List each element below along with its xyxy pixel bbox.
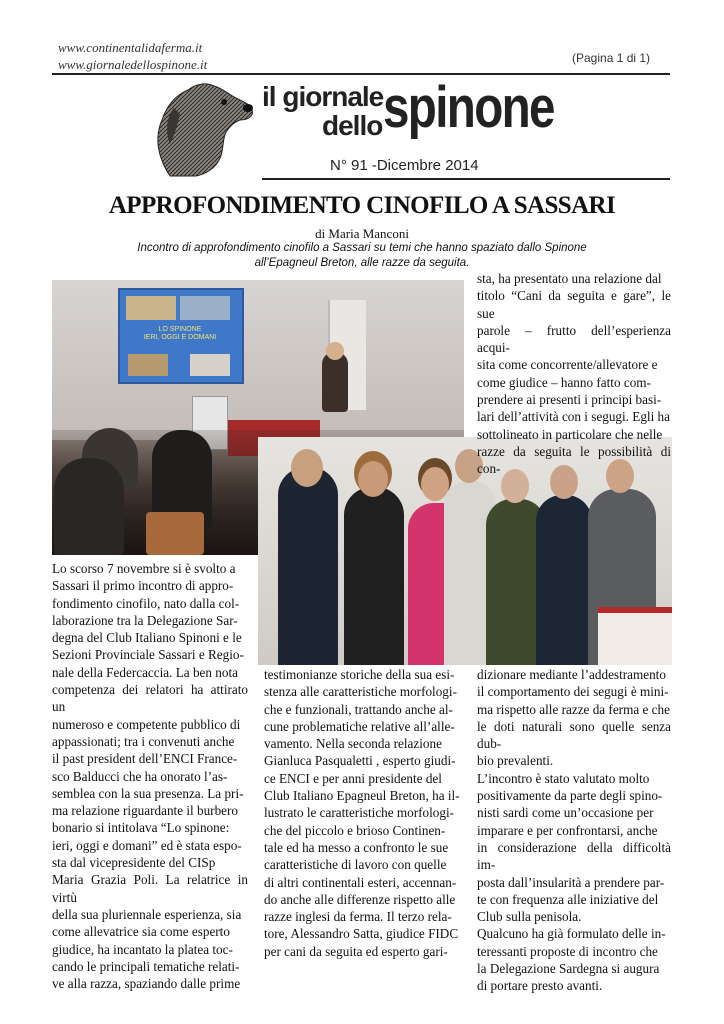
article-subtitle-line-1: Incontro di approfondimento cinofilo a Sassari su temi che hanno spaziato dallo Spinone	[137, 242, 587, 254]
text-line: bonario si intitolava “Lo spinone:	[52, 820, 230, 836]
text-line: lustrato le caratteristiche morfologi-	[264, 805, 455, 821]
text-line: giudice, ha incantato la platea toc-	[52, 941, 233, 957]
text-line: che e funzionali, trattando anche al-	[264, 701, 453, 717]
text-line: ma relazione riguardante il burbero	[52, 803, 239, 819]
text-line: di portare presto avanti.	[477, 978, 603, 994]
text-line: posta dall’insularità a prendere par-	[477, 874, 665, 890]
website-url-2[interactable]: www.giornaledellospinone.it	[58, 57, 208, 72]
text-line: appassionati; tra i convenuti anche	[52, 733, 235, 749]
article-title: APPROFONDIMENTO CINOFILO A SASSARI	[108, 192, 616, 219]
text-line: laborazione tra la Delegazione Sar-	[52, 612, 238, 628]
text-line: ce ENCI e per anni presidente del	[264, 770, 442, 786]
slide-text: LO SPINONE IERI, OGGI E DOMANI	[143, 326, 217, 341]
text-line: cune problematiche relative all’alle-	[264, 718, 455, 734]
brand-title: spinone	[383, 75, 554, 140]
text-line: dizionare mediante l’addestramento	[477, 667, 666, 682]
text-line: Qualcuno ha già formulato delle in-	[477, 926, 666, 942]
text-line: razze da seguita le possibilità di con-	[477, 443, 671, 477]
text-line: stenza alle caratteristiche morfologi-	[264, 684, 457, 700]
text-line: cando le principali tematiche relati-	[52, 958, 240, 974]
text-line: di altri continentali esteri, accennan-	[264, 874, 457, 890]
text-line: tore, Alessandro Satta, giudice FIDC	[264, 926, 459, 942]
text-line: Maria Grazia Poli. La relatrice in virtù	[52, 872, 248, 905]
text-line: sottolineato in particolare che nelle	[477, 426, 663, 442]
text-line: parole – frutto dell’esperienza acqui-	[477, 322, 671, 356]
text-line: teressanti proposte di incontro che	[477, 943, 658, 959]
text-line: te con frequenza alle iniziative del	[477, 891, 659, 907]
text-line: numeroso e competente pubblico di	[52, 716, 241, 732]
text-line: come giudice – hanno fatto com-	[477, 374, 651, 390]
brand-line-1: il giornale	[262, 81, 384, 112]
text-line: in considerazione della difficoltà im-	[477, 839, 671, 873]
text-line: nisti sardi come un’occasione per	[477, 805, 654, 821]
projected-slide	[118, 288, 244, 384]
issue-number: N° 91 -Dicembre 2014	[330, 157, 479, 174]
text-line: le doti naturali sono quelle senza dub-	[477, 718, 671, 752]
spinone-dog-icon	[140, 78, 255, 178]
text-line: razze inglesi da ferma. Il terzo rela-	[264, 909, 452, 925]
text-line: fondimento cinofilo, nato dalla col-	[52, 595, 240, 611]
article-author: di Maria Manconi	[315, 226, 409, 241]
text-line: per cani da seguita ed esperto gari-	[264, 943, 448, 959]
header-top-rule	[52, 73, 670, 75]
text-line: Sezioni Provinciale Sassari e Regio-	[52, 647, 244, 663]
text-line: tale ed ha messo a confronto le sue	[264, 839, 449, 855]
text-line: do anche alle differenze rispetto alle	[264, 891, 456, 907]
column-top-right	[477, 270, 671, 478]
text-line: Sassari il primo incontro di appro-	[52, 578, 234, 594]
text-line: sta dal vicepresidente del CISp	[52, 855, 216, 871]
text-line: che del piccolo e brioso Continen-	[264, 822, 446, 838]
text-line: degna del Club Italiano Spinoni e le	[52, 630, 242, 646]
text-line: lari dell’attività con i segugi. Egli ha	[477, 409, 670, 425]
text-line: L’incontro è stato valutato molto	[477, 770, 650, 786]
article-subtitle-line-2: all’Epagneul Breton, alle razze da seguita.	[254, 257, 470, 269]
text-line: nale della Federcaccia. La ben nota	[52, 664, 238, 680]
text-line: titolo “Cani da seguita e gare”, le sue	[477, 288, 671, 321]
text-line: sita come concorrente/allevatore e	[477, 357, 658, 373]
text-line: imparare e per confrontarsi, anche	[477, 822, 658, 838]
header-bottom-rule	[262, 178, 670, 180]
text-line: la Delegazione Sardegna si augura	[477, 961, 660, 977]
text-line: testimonianze storiche della sua esi-	[264, 667, 455, 682]
text-line: prendere ai presenti i principi basi-	[477, 392, 662, 408]
page-indicator: (Pagina 1 di 1)	[572, 51, 651, 65]
text-line: Club sulla penisola.	[477, 909, 582, 925]
column-1	[52, 560, 248, 992]
text-line: bio prevalenti.	[477, 753, 554, 769]
text-line: sco Balducci che ha onorato l’as-	[52, 768, 228, 784]
text-line: caratteristiche di lavoro con quelle	[264, 857, 447, 873]
text-line: Gianluca Pasqualetti , esperto giudi-	[264, 753, 456, 769]
text-line: Lo scorso 7 novembre si è svolto a	[52, 561, 236, 576]
text-line: il comportamento dei segugi è mini-	[477, 684, 669, 700]
text-line: sta, ha presentato una relazione dal	[477, 271, 662, 286]
website-url-1[interactable]: www.continentalidaferma.it	[58, 40, 203, 55]
column-2	[264, 666, 461, 960]
text-line: Club Italiano Epagneul Breton, ha il-	[264, 788, 460, 804]
text-line: ieri, oggi e domani” ed è stata espo-	[52, 837, 242, 853]
text-line: della sua pluriennale esperienza, sia	[52, 906, 242, 922]
text-line: il past president dell’ENCI France-	[52, 751, 238, 767]
text-line: come allevatrice sia come esperto	[52, 924, 230, 940]
text-line: positivamente da parte degli spino-	[477, 788, 663, 804]
text-line: competenza dei relatori ha attirato un	[52, 682, 248, 715]
text-line: semblea con la sua presenza. La pri-	[52, 785, 244, 801]
brand-line-2: dello	[322, 110, 383, 141]
column-3	[477, 666, 671, 995]
text-line: ma rispetto alle razze da ferma e che	[477, 701, 670, 717]
text-line: vamento. Nella seconda relazione	[264, 736, 442, 752]
text-line: ve alla razza, spaziando dalle prime	[52, 976, 241, 992]
